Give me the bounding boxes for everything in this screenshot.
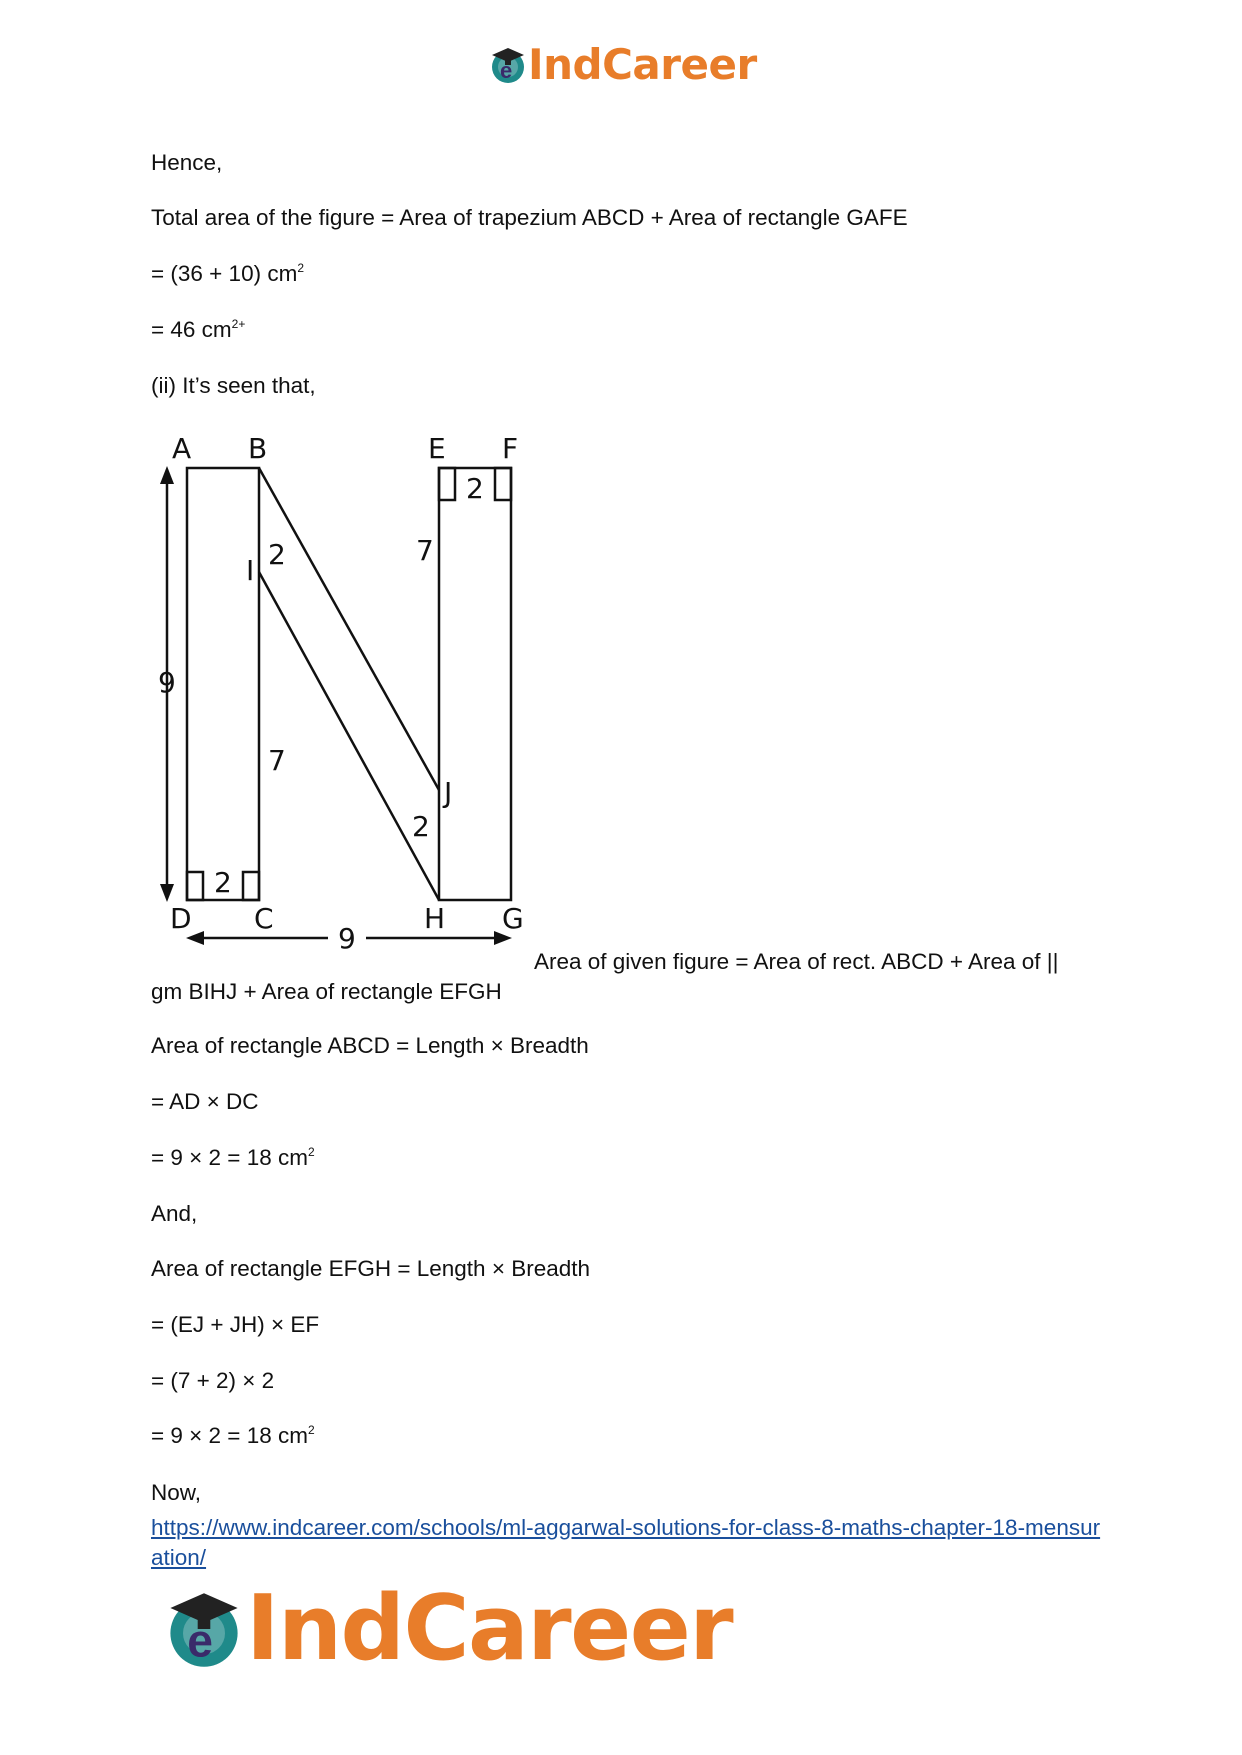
rectangle-efgh: [439, 468, 511, 900]
line-bj: [259, 468, 439, 790]
ej-jh-text: = (EJ + JH) × EF: [151, 1312, 320, 1337]
arrowhead-up: [160, 466, 174, 484]
footer-logo-text: IndCareer: [246, 1576, 733, 1681]
svg-text:e: e: [500, 57, 513, 83]
vertex-label-e: E: [428, 432, 446, 465]
vertex-label-j: J: [444, 776, 453, 809]
corner-mark-c: [243, 872, 259, 900]
dim-label-ic-7: 7: [268, 744, 286, 777]
vertex-label-i: I: [246, 554, 255, 587]
dim-label-jh-2: 2: [412, 810, 430, 843]
header-logo: [488, 40, 757, 89]
part-ii-text: (ii) It’s seen that,: [151, 373, 316, 398]
vertex-label-f: F: [502, 432, 519, 465]
area-given-figure-cont-text: gm BIHJ + Area of rectangle EFGH: [151, 979, 502, 1004]
hence-text: Hence,: [151, 150, 223, 175]
corner-mark-f: [495, 468, 511, 500]
total-area-text: Total area of the figure = Area of trapezium ABCD + Area of rectangle GAFE: [151, 205, 908, 230]
now-text: Now,: [151, 1480, 202, 1505]
graduation-globe-icon: [162, 1587, 246, 1671]
vertex-label-a: A: [172, 432, 192, 465]
rectangle-abcd: [187, 468, 259, 900]
vertex-label-c: C: [254, 902, 274, 935]
dim-label-dc-2: 2: [214, 866, 232, 899]
vertex-label-b: B: [248, 432, 268, 465]
seven-two-text: = (7 + 2) × 2: [151, 1368, 275, 1393]
dim-label-height-9: 9: [158, 666, 176, 699]
line-ih: [259, 572, 439, 900]
efgh-value-text: = 9 × 2 = 18 $cm^2$: [151, 1423, 315, 1448]
abcd-value-text: = 9 × 2 = 18 $cm^2$: [151, 1145, 315, 1170]
dim-label-ef-2: 2: [466, 472, 484, 505]
and-text: And,: [151, 1201, 198, 1226]
graduation-globe-icon: [488, 45, 528, 85]
corner-mark-e: [439, 468, 455, 500]
source-link[interactable]: https://www.indcareer.com/schools/ml-aggarwal-solutions-for-class-8-maths-chapter-18-mensuration/: [151, 1515, 1101, 1570]
area-given-figure-text: Area of given figure = Area of rect. ABCD + Area of ||: [534, 949, 1059, 974]
svg-text:e: e: [187, 1613, 213, 1666]
n-shape-figure: [152, 432, 532, 957]
footer-logo: [162, 1576, 732, 1681]
arrowhead-down: [160, 884, 174, 902]
dim-label-ej-7: 7: [416, 534, 434, 567]
vertex-label-d: D: [170, 902, 192, 935]
dim-label-bi-2: 2: [268, 538, 286, 571]
vertex-label-h: H: [424, 902, 446, 935]
step1-text: = (36 + 10) $cm^2$: [151, 261, 305, 286]
rect-abcd-text: Area of rectangle ABCD = Length × Breadth: [151, 1033, 589, 1058]
header-logo-text: IndCareer: [528, 40, 757, 89]
rect-efgh-text: Area of rectangle EFGH = Length × Breadth: [151, 1256, 591, 1281]
ad-dc-text: = AD × DC: [151, 1089, 259, 1114]
step2-text: = 46 $cm^{2+}$: [151, 317, 246, 342]
corner-mark-d: [187, 872, 203, 900]
dim-label-width-9: 9: [338, 922, 356, 955]
vertex-label-g: G: [502, 902, 524, 935]
